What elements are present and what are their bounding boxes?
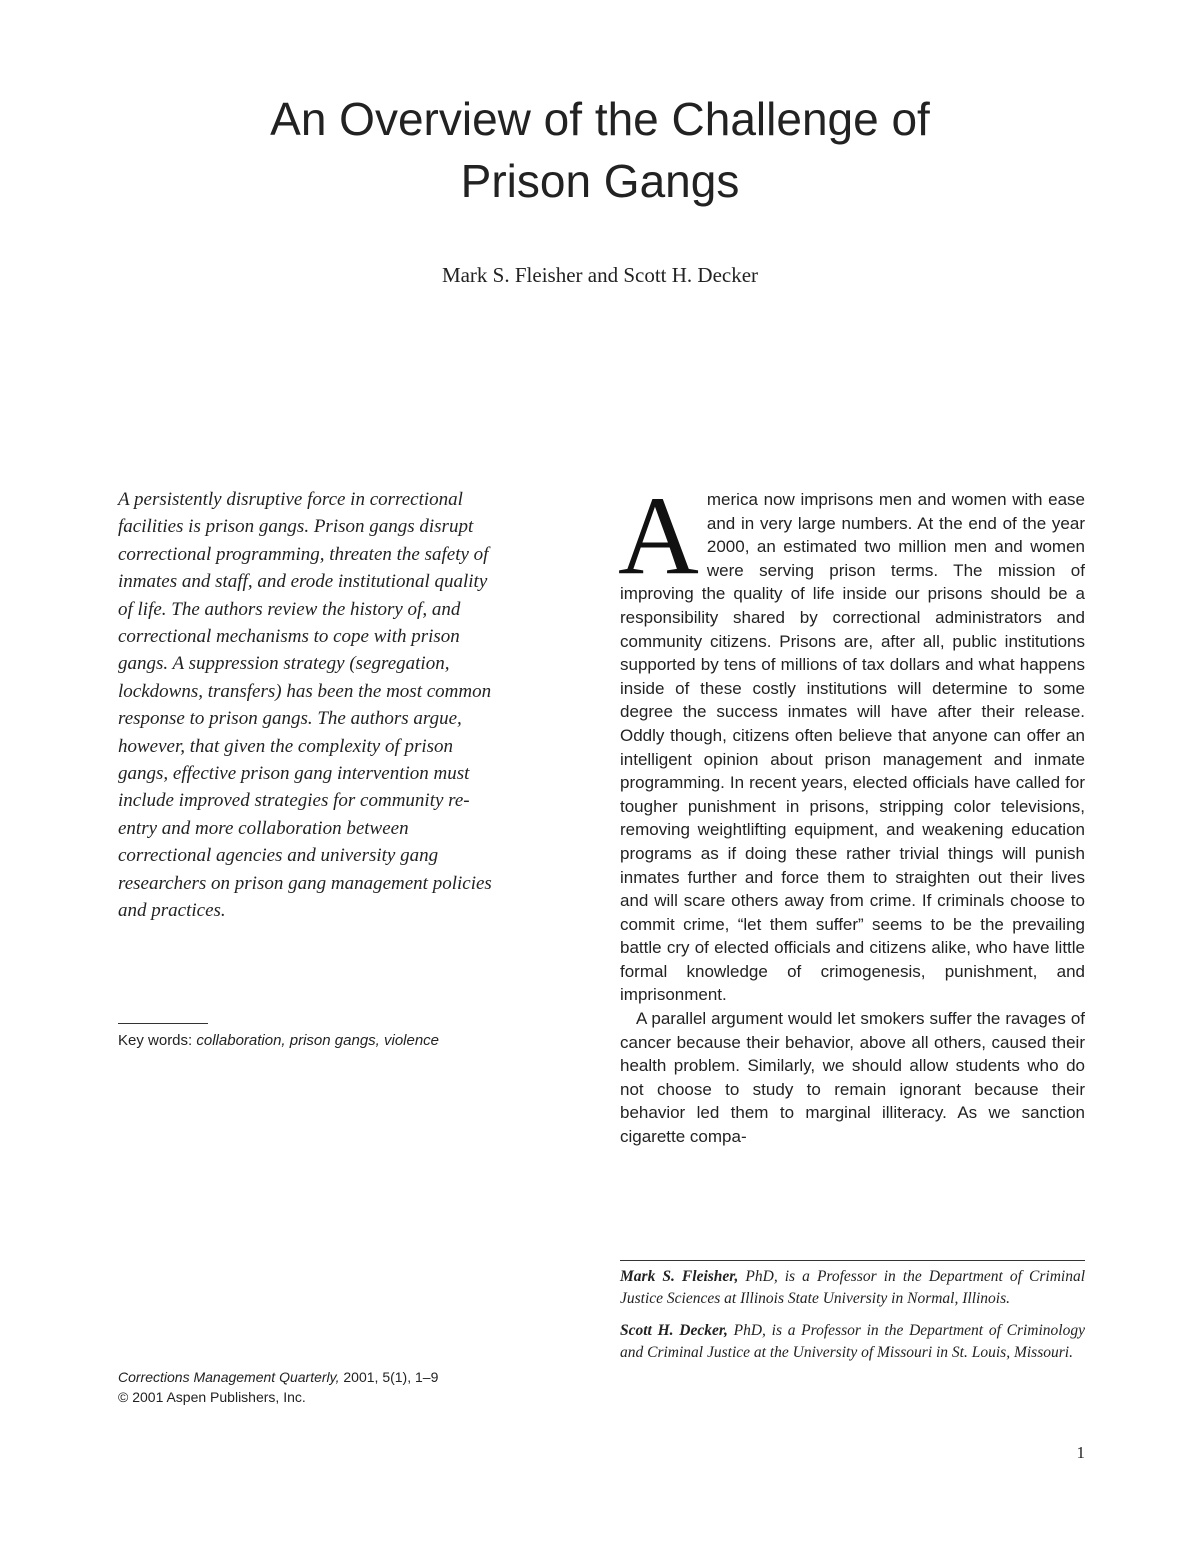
body-paragraph-1-text: merica now imprisons men and women with ease and in very large numbers. At the end of the year 2000, an estimated two million men and women were serving prison terms. The mission of improving the quality of life inside our prisons should be a responsibility shared by correctional administrators and community citizens. Prisons are, after all, public institutions supported by tens of millions of tax dollars and what happens inside of these costly institutions will determine to some degree the success inmates will have after their release. Oddly though, citizens often believe that anyone can offer an intelligent opinion about prison management and inmate programming. In recent years, elected officials have called for tougher punishment in prisons, stripping color televisions, removing weightlifting equipment, and weakening education programs as if doing these rather trivial things will punish inmates further and force them to straighten out their lives and will scare others away from crime. If criminals choose to commit crime, “let them suffer” seems to be the prevailing battle cry of elected officials and citizens alike, who have little formal knowledge of crimogenesis, punishment, and imprisonment.	[620, 490, 1085, 1005]
citation-details: 2001, 5(1), 1–9	[343, 1369, 439, 1385]
title-line-2: Prison Gangs	[460, 155, 740, 207]
citation-line	[118, 1367, 538, 1387]
footnote-decker	[620, 1320, 1085, 1364]
footnote-text: PhD, is a Professor in the Department of Criminology and Criminal Justice at the University of Missouri in St. Louis, Missouri.	[620, 1322, 1085, 1361]
keywords-label: Key words:	[118, 1032, 193, 1049]
keywords	[118, 1030, 498, 1052]
body-paragraph-2: A parallel argument would let smokers suffer the ravages of cancer because their behavior, above all others, caused their health problem. Similarly, we should allow students who do not choose to study to remain ignorant because their behavior led them to marginal illiteracy. As we sanction cigarette compa-	[620, 1009, 1085, 1147]
page-number: 1	[1076, 1443, 1085, 1462]
footnote-divider	[620, 1260, 1085, 1261]
footnote-author-name: Scott H. Decker,	[620, 1322, 728, 1339]
body-paragraph-1	[618, 474, 1085, 1007]
keywords-divider	[118, 1023, 208, 1024]
citation-journal: Corrections Management Quarterly,	[118, 1369, 340, 1385]
footnote-author-name: Mark S. Fleisher,	[620, 1268, 739, 1285]
citation-block	[118, 1367, 538, 1407]
article-title	[100, 88, 1100, 212]
footnote-fleisher	[620, 1266, 1085, 1310]
keywords-list: collaboration, prison gangs, violence	[196, 1032, 440, 1049]
author-byline: Mark S. Fleisher and Scott H. Decker	[441, 263, 759, 287]
copyright: © 2001 Aspen Publishers, Inc.	[118, 1389, 306, 1405]
title-line-1: An Overview of the Challenge of	[270, 93, 930, 145]
drop-cap: A	[618, 474, 699, 598]
abstract: A persistently disruptive force in correctional facilities is prison gangs. Prison gangs disrupt correctional programming, threaten the safety of inmates and staff, and erode institutional quality of life. The authors review the history of, and correctional mechanisms to cope with prison gangs. A suppression strategy (segregation, lockdowns, transfers) has been the most common response to prison gangs. The authors argue, however, that given the complexity of prison gangs, effective prison gang intervention must include improved strategies for community re-entry and more collaboration between correctional agencies and university gang researchers on prison gang management policies and practices.	[118, 489, 492, 922]
footnote-text: PhD, is a Professor in the Department of Criminal Justice Sciences at Illinois State University in Normal, Illinois.	[620, 1268, 1086, 1307]
article-body	[618, 474, 1085, 1149]
author-footnotes	[620, 1266, 1085, 1374]
